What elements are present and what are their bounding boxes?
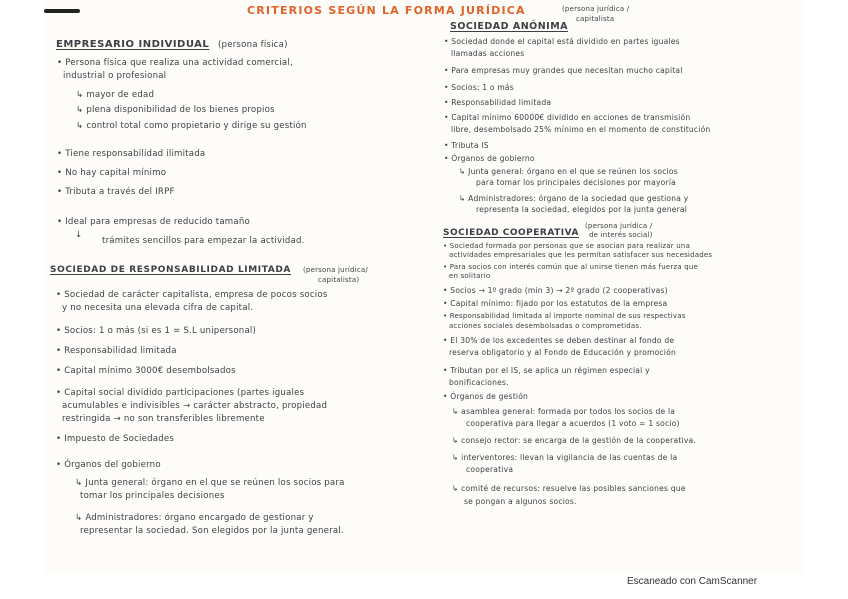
sa-line-2: llamadas acciones: [451, 49, 525, 58]
srl-line-12: tomar los principales decisiones: [80, 491, 225, 501]
page-title: CRITERIOS SEGÚN LA FORMA JURÍDICA: [247, 4, 526, 17]
srl-line-5: • Capital mínimo 3000€ desembolsados: [56, 366, 236, 376]
coop-line-6: • Capital mínimo: fijado por los estatutos de la empresa: [443, 299, 668, 308]
emp-line-9: • Ideal para empresas de reducido tamaño: [57, 217, 250, 227]
sa-line-1: • Sociedad donde el capital está dividido en partes iguales: [444, 37, 680, 46]
coop-line-8: acciones sociales desembolsadas o comprometidas.: [449, 322, 642, 330]
emp-line-7: • No hay capital mínimo: [57, 168, 167, 178]
sa-line-7: libre, desembolsado 25% mínimo en el momento de constitución: [451, 125, 711, 134]
srl-line-4: • Responsabilidad limitada: [56, 346, 177, 356]
heading-empresario-individual: EMPRESARIO INDIVIDUAL: [56, 39, 210, 50]
coop-line-5: • Socios → 1º grado (min 3) → 2º grado (2 cooperativas): [443, 286, 668, 295]
srl-line-10: • Órganos del gobierno: [56, 460, 161, 470]
srl-line-6: • Capital social dividido participaciones (partes iguales: [56, 388, 305, 398]
srl-line-3: • Socios: 1 o más (si es 1 = S.L unipersonal): [56, 326, 257, 336]
sa-line-8: • Tributa IS: [444, 141, 489, 150]
title-note-line-1: (persona jurídica /: [562, 5, 630, 13]
srl-line-8: restringida → no son transferibles libremente: [62, 414, 265, 424]
emp-line-6: • Tiene responsabilidad ilimitada: [57, 149, 206, 159]
coop-line-11: • Tributan por el IS, se aplica un régimen especial y: [443, 366, 650, 375]
scanner-watermark: Escaneado con CamScanner: [627, 576, 758, 587]
coop-line-7: • Responsabilidad limitada al importe nominal de sus respectivas: [443, 312, 686, 320]
coop-line-19: ↳ comité de recursos: resuelve las posibles sanciones que: [452, 484, 686, 493]
emp-line-2: industrial o profesional: [63, 71, 167, 81]
emp-line-3: ↳ mayor de edad: [76, 90, 155, 100]
coop-line-17: ↳ interventores: llevan la vigilancia de las cuentas de la: [452, 453, 678, 462]
srl-line-1: • Sociedad de carácter capitalista, empresa de pocos socios: [56, 290, 328, 300]
emp-line-4: ↳ plena disponibilidad de los bienes propios: [76, 105, 275, 115]
sa-line-4: • Socios: 1 o más: [444, 83, 514, 92]
coop-line-9: • El 30% de los excedentes se deben destinar al fondo de: [443, 336, 675, 345]
heading-sociedad-cooperativa: SOCIEDAD COOPERATIVA: [443, 228, 579, 238]
pen-mark: [44, 9, 80, 13]
emp-line-5: ↳ control total como propietario y dirige su gestión: [76, 121, 307, 131]
coop-line-15: cooperativa para llegar a acuerdos (1 voto = 1 socio): [466, 419, 680, 428]
srl-line-9: • Impuesto de Sociedades: [56, 434, 175, 444]
coop-line-18: cooperativa: [466, 465, 514, 474]
sa-line-11: para tomar los principales decisiones por mayoría: [476, 178, 676, 187]
coop-line-10: reserva obligatorio y al Fondo de Educación y promoción: [449, 348, 676, 357]
emp-line-8: • Tributa a través del IRPF: [57, 187, 175, 197]
emp-line-11: trámites sencillos para empezar la actividad.: [102, 236, 305, 246]
srl-line-7: acumulables e indivisibles → carácter abstracto, propiedad: [62, 401, 328, 411]
sa-line-3: • Para empresas muy grandes que necesitan mucho capital: [444, 66, 683, 75]
sa-line-12: ↳ Administradores: órgano de la sociedad que gestiona y: [459, 194, 689, 203]
heading-note-coop-2: de interés social): [589, 231, 653, 239]
coop-line-16: ↳ consejo rector: se encarga de la gestión de la cooperativa.: [452, 436, 696, 445]
sa-line-9: • Órganos de gobierno: [444, 154, 535, 163]
coop-line-14: ↳ asamblea general: formada por todos los socios de la: [452, 407, 676, 416]
heading-note-srl-1: (persona jurídica/: [303, 266, 368, 274]
coop-line-3: • Para socios con interés común que al unirse tienen más fuerza que: [443, 263, 698, 271]
heading-note-srl-2: capitalista): [318, 276, 360, 284]
sa-line-10: ↳ Junta general: órgano en el que se reúnen los socios: [459, 167, 678, 176]
coop-line-12: bonificaciones.: [449, 378, 509, 387]
heading-note-empresario: (persona física): [218, 40, 288, 50]
heading-note-coop-1: (persona jurídica /: [585, 222, 653, 230]
srl-line-13: ↳ Administradores: órgano encargado de gestionar y: [75, 513, 314, 523]
coop-line-2: actividades empresariales que les permitan satisfacer sus necesidades: [449, 251, 713, 259]
coop-line-4: en solitario: [449, 272, 491, 280]
coop-line-13: • Órganos de gestión: [443, 392, 529, 401]
heading-sociedad-anonima: SOCIEDAD ANÓNIMA: [450, 21, 569, 32]
sa-line-13: representa la sociedad, elegidos por la junta general: [476, 205, 688, 214]
sa-line-6: • Capital mínimo 60000€ dividido en acciones de transmisión: [444, 113, 691, 122]
srl-line-11: ↳ Junta general: órgano en el que se reúnen los socios para: [75, 478, 345, 488]
title-note-line-2: capitalista: [576, 15, 615, 23]
emp-line-10: ↓: [75, 230, 83, 240]
emp-line-1: • Persona física que realiza una actividad comercial,: [57, 58, 293, 68]
coop-line-20: se pongan a algunos socios.: [464, 497, 577, 506]
srl-line-2: y no necesita una elevada cifra de capital.: [62, 303, 254, 313]
sa-line-5: • Responsabilidad limitada: [444, 98, 552, 107]
heading-srl: SOCIEDAD DE RESPONSABILIDAD LIMITADA: [50, 265, 291, 275]
srl-line-14: representar la sociedad. Son elegidos por la junta general.: [80, 526, 344, 536]
coop-line-1: • Sociedad formada por personas que se asocian para realizar una: [443, 242, 691, 250]
